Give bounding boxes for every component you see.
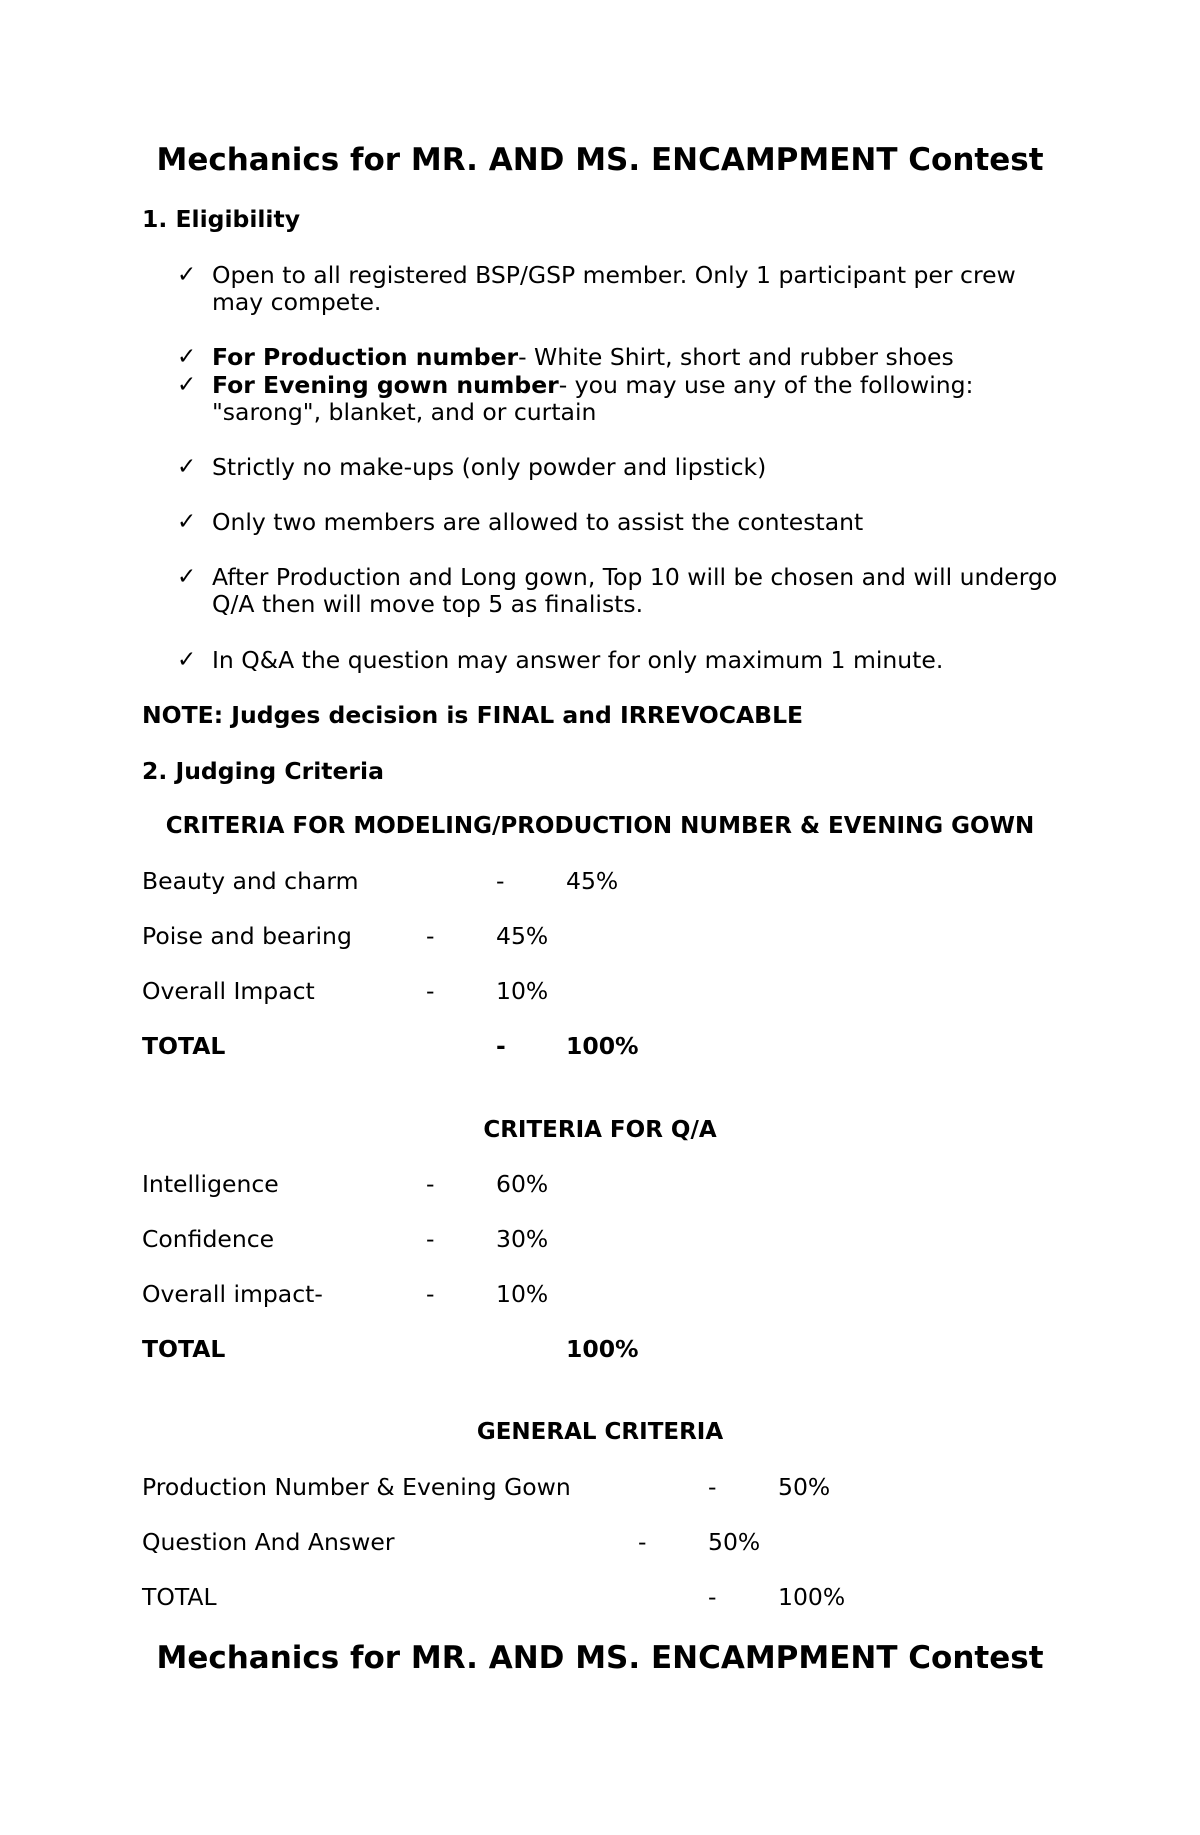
judges-note: NOTE: Judges decision is FINAL and IRREVOCABLE — [142, 701, 804, 729]
check-icon: ✓ — [177, 262, 197, 288]
eligibility-item: After Production and Long gown, Top 10 will be chosen and will undergo Q/A then will move top 5 as finalists. — [212, 563, 1058, 618]
criteria-general-heading: GENERAL CRITERIA — [476, 1419, 724, 1445]
check-icon: ✓ — [177, 344, 197, 370]
eligibility-item: For Evening gown number- you may use any of the following: "sarong", blanket, and or curtain — [212, 371, 974, 426]
check-icon: ✓ — [177, 372, 197, 398]
check-icon: ✓ — [177, 454, 197, 480]
criteria-modeling-heading: CRITERIA FOR MODELING/PRODUCTION NUMBER & EVENING GOWN — [165, 813, 1035, 839]
section-judging-heading: 2. Judging Criteria — [142, 757, 384, 785]
section-eligibility-heading: 1. Eligibility — [142, 205, 301, 233]
check-icon: ✓ — [177, 509, 197, 535]
criteria-qa-heading: CRITERIA FOR Q/A — [483, 1117, 717, 1143]
footer-title: Mechanics for MR. AND MS. ENCAMPMENT Contest — [156, 1640, 1044, 1676]
eligibility-item: Only two members are allowed to assist the contestant — [212, 508, 864, 536]
eligibility-item: In Q&A the question may answer for only maximum 1 minute. — [212, 646, 944, 674]
eligibility-item: Strictly no make-ups (only powder and lipstick) — [212, 453, 767, 481]
check-icon: ✓ — [177, 564, 197, 590]
check-icon: ✓ — [177, 647, 197, 673]
document-page: Mechanics for MR. AND MS. ENCAMPMENT Contest 1. Eligibility ✓ Open to all registered BSP/GSP member. Only 1 participant per crew may compete. ✓ For Production number- White Shirt, short and rubber shoes ✓ For Evening gown number- you may use any of the following: "sarong", blanket, and or curtain ✓ Strictly no make-ups (only powder and lipstick) ✓ Only two members are allowed to assist the contestant ✓ After Production and Long gown, Top 10 will be chosen and will undergo Q/A then will move top 5 as finalists. ✓ In Q&A the question may answer for only maximum 1 minute. NOTE: Judges decision is FINAL and IRREVOCABLE 2. Judging Criteria CRITERIA FOR MODELING/PRODUCTION NUMBER & EVENING GOWN Beauty and charm - 45% Poise and bearing - 45% Overall Impact - 10% TOTAL - 100% CRITERIA FOR Q/A Intelligence - 60% Confidence - 30% Overall impact- - 10% TOTAL 100% GENERAL CRITERIA Production Number & Evening Gown - 50% Question And Answer - 50% TOTAL - 100% Mechanics for MR. AND MS. ENCAMPMENT Contest — [0, 0, 1200, 1835]
eligibility-item: Open to all registered BSP/GSP member. Only 1 participant per crew may compete. — [212, 261, 1016, 316]
eligibility-item: For Production number- White Shirt, short and rubber shoes — [212, 343, 954, 371]
document-title: Mechanics for MR. AND MS. ENCAMPMENT Contest — [156, 142, 1044, 178]
